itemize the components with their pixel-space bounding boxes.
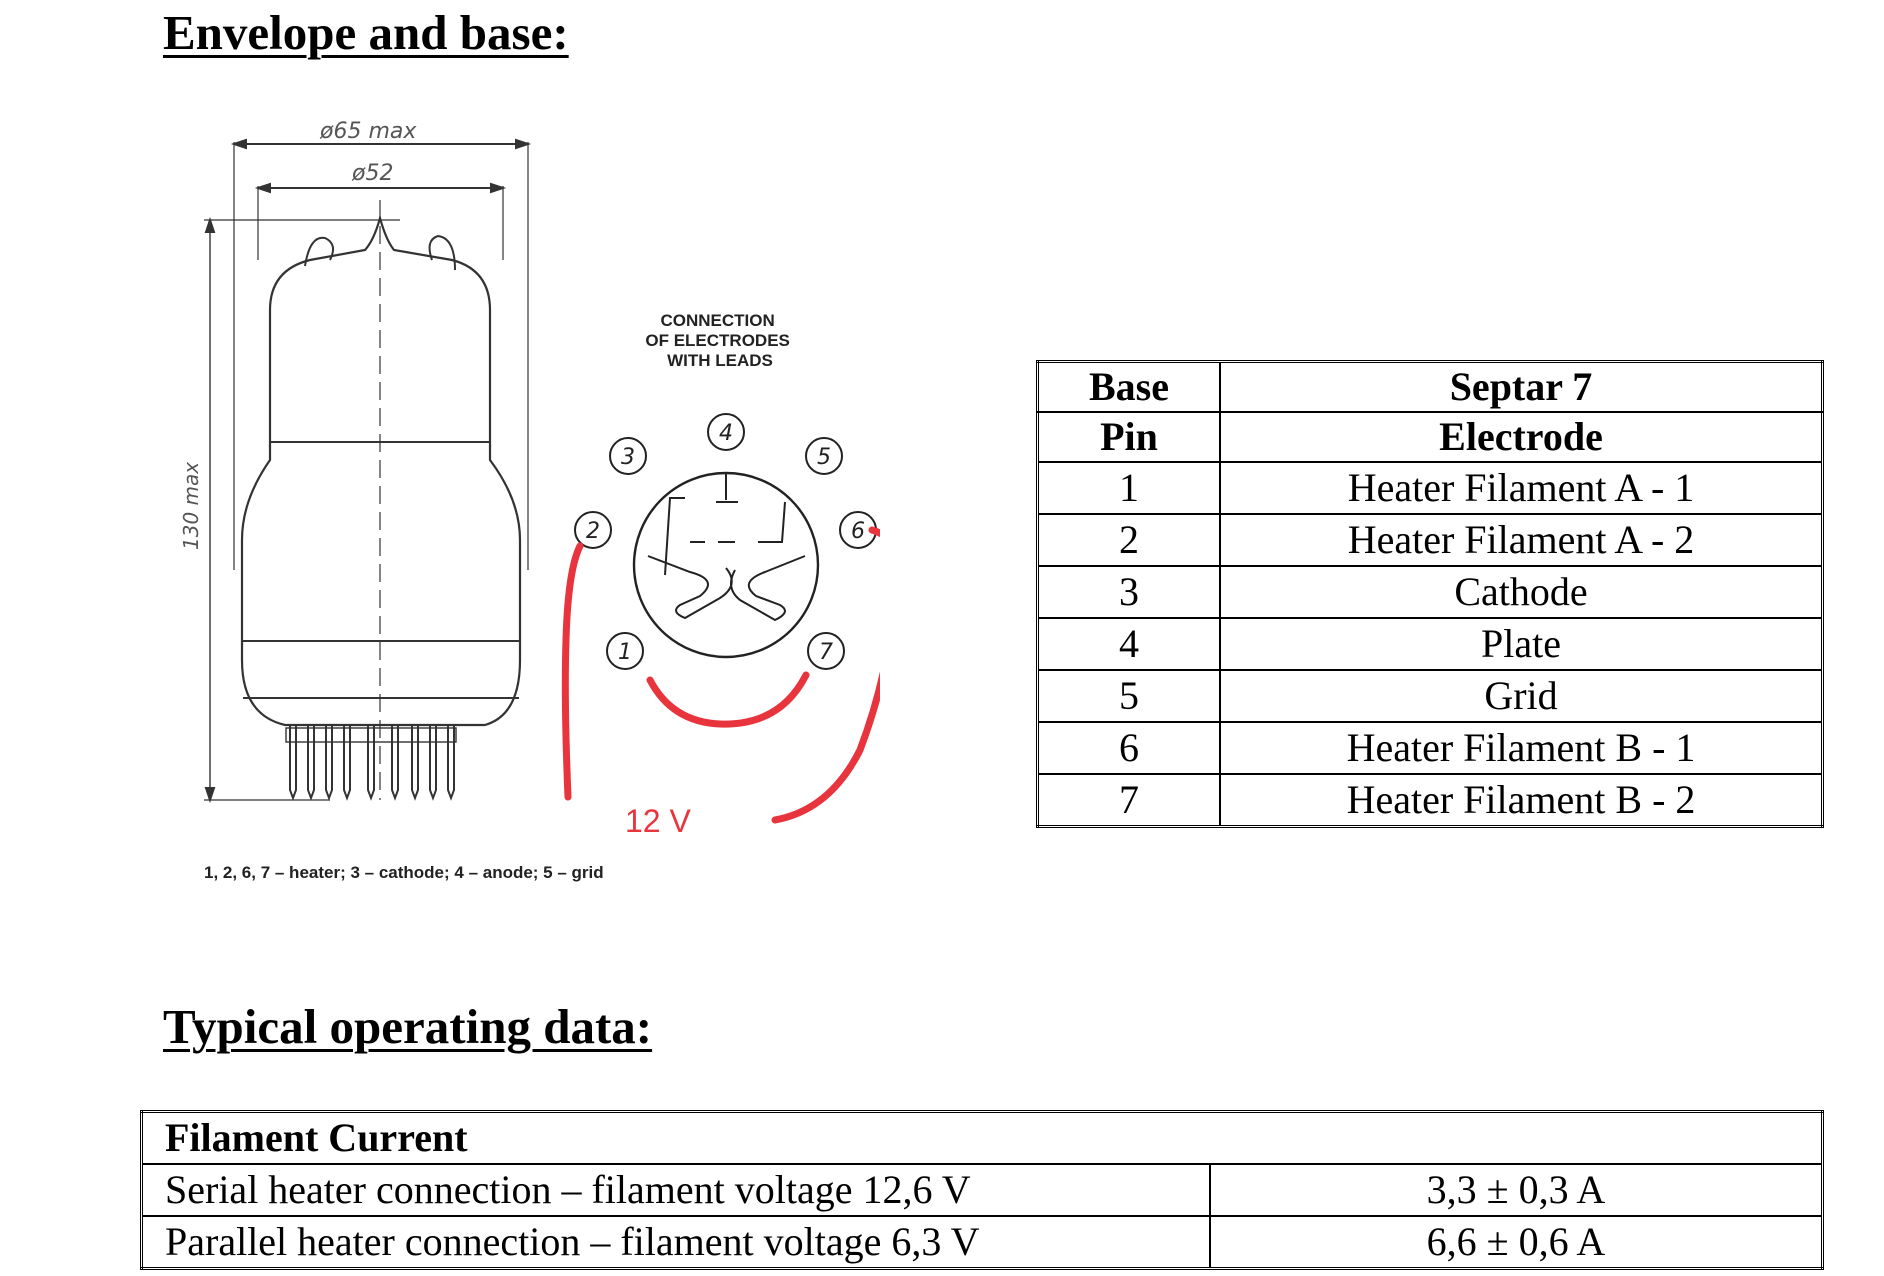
- pin-label-5: 5: [817, 445, 831, 470]
- dim-height-label: 130 max: [179, 461, 203, 550]
- table-row: [1038, 462, 1823, 514]
- condition-cell: Parallel heater connection – filament voltage 6,3 V: [142, 1216, 1211, 1269]
- dim-inner-label: ø52: [352, 161, 394, 186]
- pin-label-4: 4: [719, 421, 733, 446]
- heater-wiring: [565, 530, 880, 820]
- pin-label-2: 2: [586, 519, 600, 544]
- condition-cell: Serial heater connection – filament voltage 12,6 V: [142, 1164, 1211, 1216]
- pin-label-7: 7: [819, 640, 833, 665]
- voltage-label: 12 V: [625, 803, 691, 839]
- table-row: [1038, 514, 1823, 566]
- pin-cell: 4: [1038, 618, 1221, 670]
- table-row: [1038, 722, 1823, 774]
- pin-cell: 3: [1038, 566, 1221, 618]
- pin-label-6: 6: [851, 519, 865, 544]
- svg-text:CONNECTION OF ELECTRODES: [645, 311, 794, 370]
- section-title: Filament Current: [142, 1112, 1823, 1165]
- electrode-cell: Plate: [1220, 618, 1823, 670]
- value-cell: 6,6 ± 0,6 A: [1210, 1216, 1823, 1269]
- pin-cell: 6: [1038, 722, 1221, 774]
- table-row: [142, 1216, 1823, 1269]
- connection-title-1: CONNECTION: [660, 311, 775, 330]
- envelope-heading: Envelope and base:: [163, 5, 569, 60]
- electrode-cell: Cathode: [1220, 566, 1823, 618]
- header-base: Base: [1089, 364, 1169, 409]
- pin-table-header: [1038, 362, 1823, 463]
- pin-cell: 5: [1038, 670, 1221, 722]
- electrode-cell: Heater Filament A - 2: [1220, 514, 1823, 566]
- header-base-pin: [1038, 362, 1221, 463]
- electrode-cell: Heater Filament B - 1: [1220, 722, 1823, 774]
- header-septar: Septar 7: [1449, 364, 1593, 409]
- header-pin: Pin: [1037, 411, 1221, 461]
- connection-title-3: WITH LEADS: [667, 351, 773, 370]
- header-septar-electrode: [1220, 362, 1823, 463]
- table-row: [1038, 618, 1823, 670]
- pin-legend: 1, 2, 6, 7 – heater; 3 – cathode; 4 – anode; 5 – grid: [204, 863, 604, 882]
- pin-cell: 7: [1038, 774, 1221, 827]
- connection-title-2: OF ELECTRODES: [645, 331, 790, 350]
- table-row: [142, 1164, 1823, 1216]
- table-row: [1038, 670, 1823, 722]
- section-row: [142, 1112, 1823, 1165]
- pin-assignment-table: [1036, 360, 1824, 828]
- pin-label-3: 3: [621, 445, 635, 470]
- header-electrode: Electrode: [1219, 411, 1823, 461]
- typical-operating-heading: Typical operating data:: [163, 999, 653, 1054]
- electrode-cell: Heater Filament B - 2: [1220, 774, 1823, 827]
- operating-data-table: [140, 1110, 1824, 1270]
- table-row: [1038, 566, 1823, 618]
- electrode-cell: Heater Filament A - 1: [1220, 462, 1823, 514]
- pin-cell: 2: [1038, 514, 1221, 566]
- table-row: [1038, 774, 1823, 827]
- pin-cell: 1: [1038, 462, 1221, 514]
- electrode-cell: Grid: [1220, 670, 1823, 722]
- dim-outer-label: ø65 max: [320, 119, 417, 144]
- value-cell: 3,3 ± 0,3 A: [1210, 1164, 1823, 1216]
- pin-label-1: 1: [618, 640, 632, 665]
- tube-diagram: [160, 100, 880, 900]
